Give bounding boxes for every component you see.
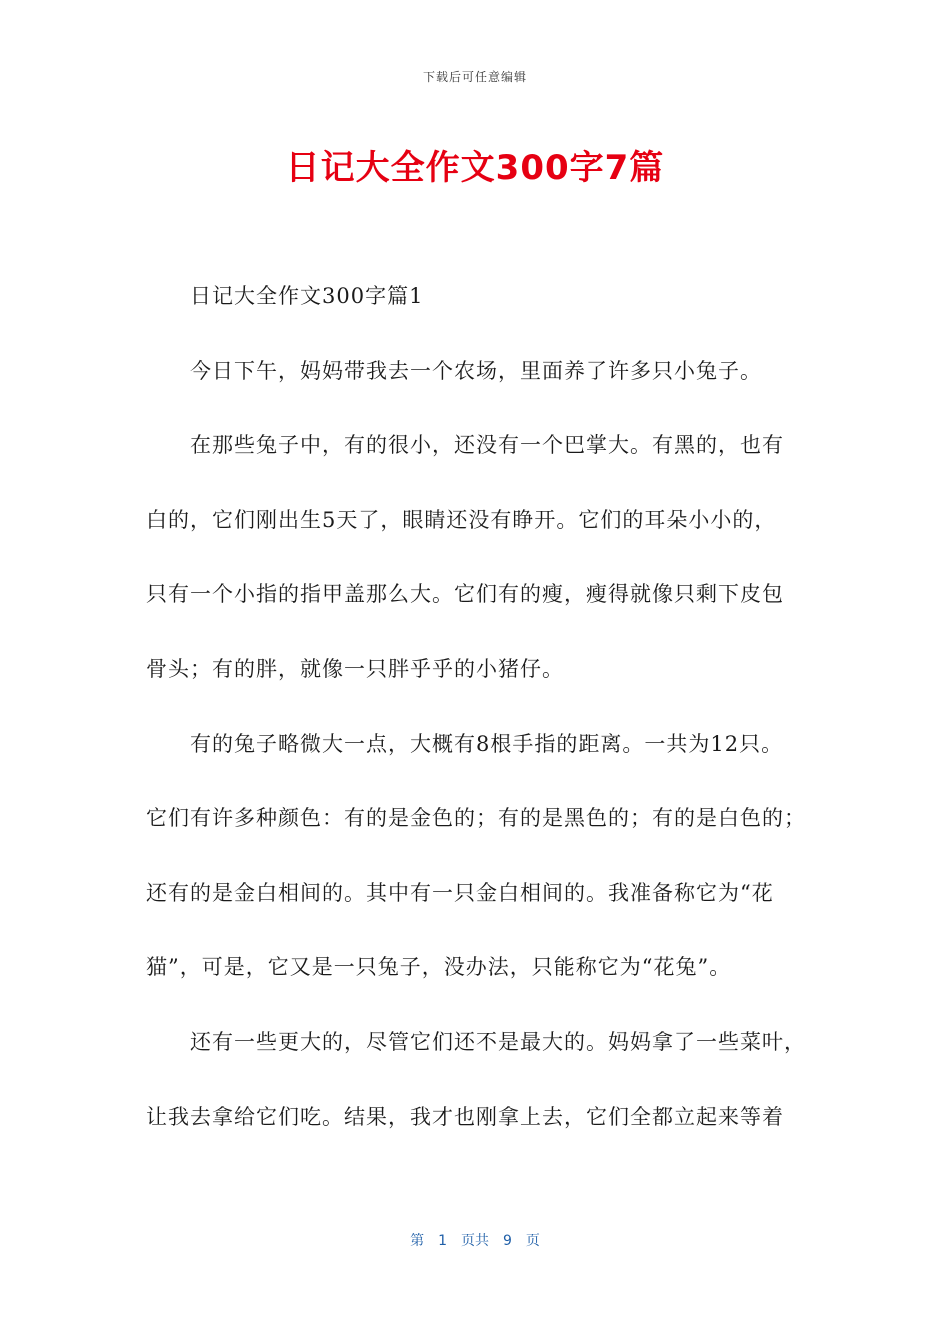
text-line [146,464,806,501]
text-line: 还有一些更大的，尽管它们还不是最大的。妈妈拿了一些菜叶， [146,1029,806,1054]
text-line [146,390,806,427]
text-line: 在那些兔子中，有的很小，还没有一个巴掌大。有黑的，也有 [146,433,784,458]
page-footer: 第 1 页共 9 页 [410,1233,540,1249]
text-line [146,1061,806,1098]
text-line [146,763,806,800]
text-line: 只有一个小指的指甲盖那么大。它们有的瘦，瘦得就像只剩下皮包 [146,582,784,607]
text-line: 今日下午，妈妈带我去一个农场，里面养了许多只小兔子。 [146,358,762,383]
page-title: 日记大全作文300字7篇 [285,148,665,188]
text-line [146,912,806,949]
body-text [146,278,806,1136]
text-line [146,837,806,874]
text-line [146,315,806,352]
text-line: 猫”，可是，它又是一只兔子，没办法，只能称它为“花兔”。 [146,955,732,980]
text-line: 有的兔子略微大一点，大概有8根手指的距离。一共为12只。 [146,731,784,756]
text-line [146,987,806,1024]
text-line: 让我去拿给它们吃。结果，我才也刚拿上去，它们全都立起来等着 [146,1104,784,1129]
text-line: 骨头；有的胖，就像一只胖乎乎的小猪仔。 [146,656,564,681]
text-line: 日记大全作文300字篇1 [146,284,424,308]
text-line: 白的，它们刚出生5天了，眼睛还没有睁开。它们的耳朵小小的， [146,507,777,532]
text-line [146,614,806,651]
text-line: 还有的是金白相间的。其中有一只金白相间的。我准备称它为“花 [146,880,774,905]
text-line [146,539,806,576]
text-line: 它们有许多种颜色：有的是金色的；有的是黑色的；有的是白色的； [146,806,806,831]
header-note: 下载后可任意编辑 [422,70,527,84]
text-line [146,688,806,725]
